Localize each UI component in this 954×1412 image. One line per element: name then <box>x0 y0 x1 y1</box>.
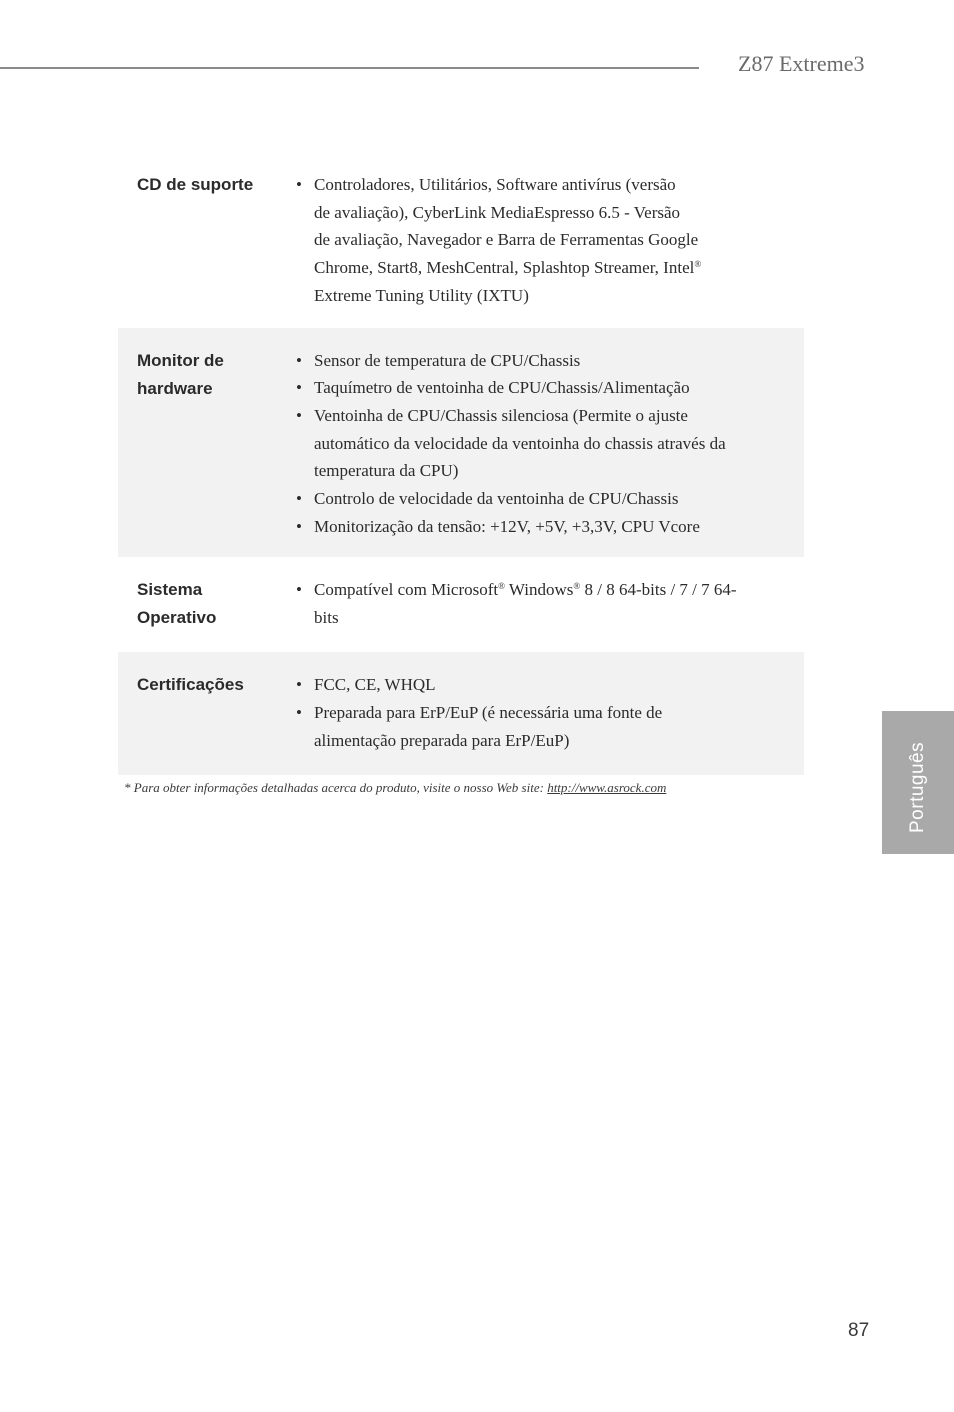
spec-item: • Controladores, Utilitários, Software antivírus (versão de avaliação), CyberLink MediaEspresso 6.5 - Versão de avaliação, Navegador e Barra de Ferramentas Google Chrome, Start8, MeshCentral, Splashtop Streamer, Intel® Extreme Tuning Utility (IXTU) <box>295 171 775 310</box>
website-link[interactable]: http://www.asrock.com <box>547 780 667 795</box>
language-tab <box>882 711 954 854</box>
bullet-icon: • <box>296 489 302 509</box>
spec-label: Sistema Operativo <box>137 580 217 628</box>
spec-item: • Taquímetro de ventoinha de CPU/Chassis/Alimentação <box>295 374 775 402</box>
spec-table <box>118 160 804 775</box>
spec-row-support-cd <box>118 160 804 328</box>
bullet-icon: • <box>296 580 302 600</box>
bullet-icon: • <box>296 405 302 425</box>
page-number: 87 <box>848 1320 870 1341</box>
header-rule <box>0 67 699 69</box>
spec-items <box>295 347 775 541</box>
bullet-icon: • <box>296 516 302 536</box>
spec-items <box>295 671 775 754</box>
bullet-icon: • <box>296 378 302 398</box>
bullet-icon: • <box>296 175 302 194</box>
bullet-icon: • <box>296 675 302 695</box>
language-tab-label: Português <box>907 741 928 833</box>
spec-item: • Controlo de velocidade da ventoinha de CPU/Chassis <box>295 485 775 513</box>
spec-row-hardware-monitor <box>118 328 804 558</box>
spec-items <box>295 576 775 632</box>
spec-item: • Sensor de temperatura de CPU/Chassis <box>295 347 775 375</box>
spec-item: • Ventoinha de CPU/Chassis silenciosa (Permite o ajuste automático da velocidade da ventoinha do chassis através da temperatura da CPU) <box>295 402 775 485</box>
spec-item: • Monitorização da tensão: +12V, +5V, +3,3V, CPU Vcore <box>295 513 775 541</box>
bullet-icon: • <box>296 350 302 370</box>
spec-label: Monitor de hardware <box>137 350 224 398</box>
spec-row-operating-system <box>118 557 804 652</box>
model-title: Z87 Extreme3 <box>738 51 865 76</box>
spec-item: • Compatível com Microsoft® Windows® 8 / 8 64-bits / 7 / 7 64- bits <box>295 576 775 631</box>
bullet-icon: • <box>296 703 302 723</box>
spec-label: CD de suporte <box>137 175 254 194</box>
footnote: * Para obter informações detalhadas acerca do produto, visite o nosso Web site: http://www.asrock.com <box>124 780 667 795</box>
spec-items <box>295 171 775 310</box>
spec-row-certifications <box>118 652 804 774</box>
spec-item: • Preparada para ErP/EuP (é necessária uma fonte de alimentação preparada para ErP/EuP) <box>295 699 775 754</box>
spec-label: Certificações <box>137 675 244 695</box>
spec-item: • FCC, CE, WHQL <box>295 671 775 699</box>
